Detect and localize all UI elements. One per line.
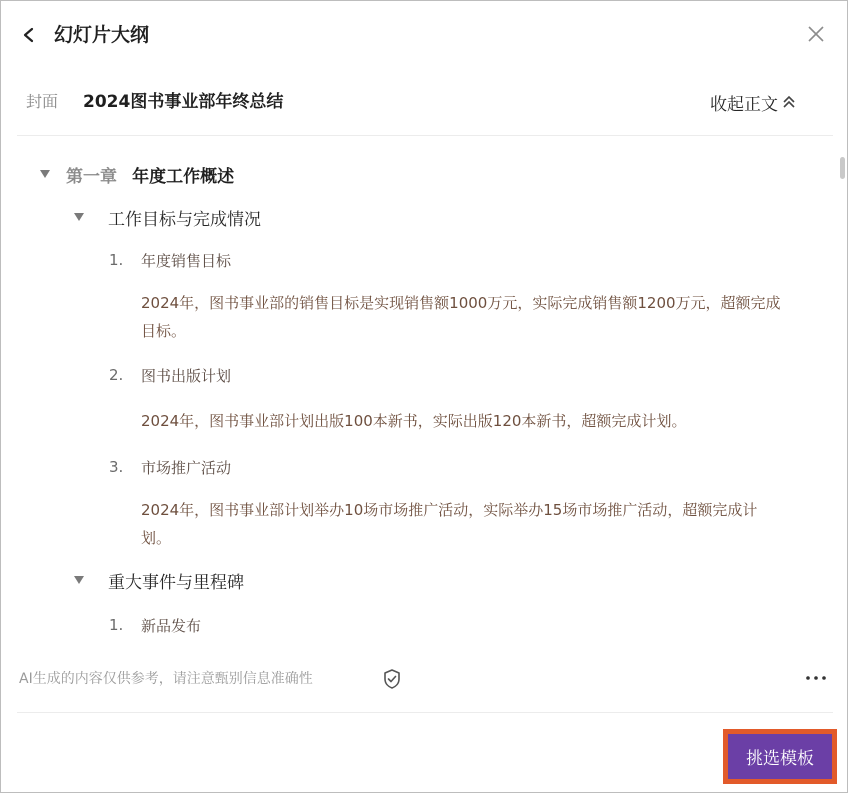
cover-label: 封面 bbox=[26, 92, 59, 111]
section-title[interactable]: 工作目标与完成情况 bbox=[108, 210, 261, 230]
close-icon bbox=[804, 22, 828, 46]
panel-title: 幻灯片大纲 bbox=[54, 24, 150, 46]
cover-title[interactable]: 2024图书事业部年终总结 bbox=[83, 92, 284, 112]
choose-template-label: 挑选模板 bbox=[728, 734, 832, 779]
outline-scroll-area[interactable] bbox=[1, 137, 847, 645]
caret-down-icon[interactable] bbox=[40, 170, 50, 178]
item-title[interactable]: 新品发布 bbox=[141, 617, 202, 635]
chevron-left-icon bbox=[17, 21, 43, 49]
collapse-body-button[interactable] bbox=[710, 89, 796, 115]
panel-header bbox=[1, 1, 847, 71]
item-body[interactable]: 2024年，图书事业部计划举办10场市场推广活动，实际举办15场市场推广活动，超额完成计划。 bbox=[141, 501, 758, 547]
shield-check-icon bbox=[382, 668, 402, 690]
close-button[interactable] bbox=[804, 22, 828, 46]
caret-down-icon[interactable] bbox=[74, 213, 84, 221]
chapter-heading bbox=[66, 162, 234, 187]
item-body[interactable]: 2024年，图书事业部的销售目标是实现销售额1000万元，实际完成销售额1200万元，超额完成目标。 bbox=[141, 294, 781, 340]
double-chevron-up-icon bbox=[782, 94, 796, 110]
item-title[interactable]: 年度销售目标 bbox=[141, 252, 232, 270]
section-title[interactable]: 重大事件与里程碑 bbox=[108, 573, 244, 593]
item-number: 1. bbox=[109, 616, 124, 634]
divider bbox=[17, 712, 833, 713]
divider bbox=[17, 135, 833, 136]
caret-down-icon[interactable] bbox=[74, 576, 84, 584]
item-number: 3. bbox=[109, 458, 124, 476]
chapter-label: 第一章 bbox=[66, 167, 117, 187]
cover-row bbox=[1, 71, 847, 135]
more-horizontal-icon bbox=[801, 666, 831, 690]
item-title[interactable]: 市场推广活动 bbox=[141, 459, 232, 477]
more-options-button[interactable] bbox=[801, 666, 831, 690]
scrollbar-thumb[interactable] bbox=[840, 157, 845, 179]
back-button[interactable] bbox=[17, 21, 43, 49]
ai-disclaimer: AI生成的内容仅供参考，请注意甄别信息准确性 bbox=[19, 671, 313, 687]
item-number: 2. bbox=[109, 366, 124, 384]
collapse-body-label: 收起正文 bbox=[710, 94, 778, 115]
chapter-title[interactable]: 年度工作概述 bbox=[132, 167, 235, 187]
item-body[interactable]: 2024年，图书事业部计划出版100本新书，实际出版120本新书，超额完成计划。 bbox=[141, 412, 687, 430]
item-number: 1. bbox=[109, 251, 124, 269]
verify-button[interactable] bbox=[382, 668, 402, 690]
choose-template-button[interactable] bbox=[723, 729, 837, 784]
item-title[interactable]: 图书出版计划 bbox=[141, 367, 232, 385]
